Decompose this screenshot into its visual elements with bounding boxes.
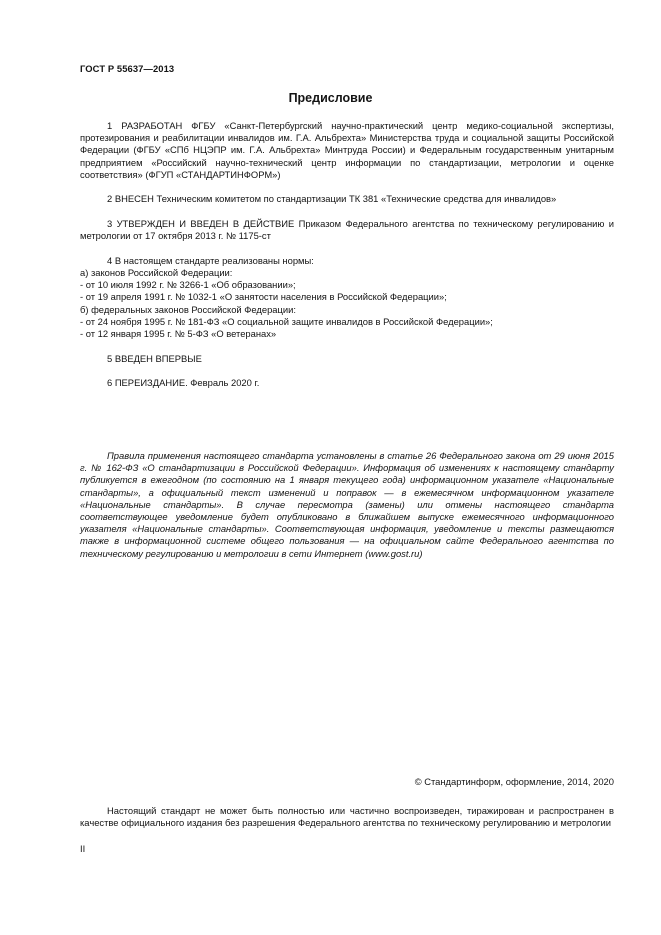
norms-line: 4 В настоящем стандарте реализованы нормы: [107, 254, 314, 266]
document-id-header: ГОСТ Р 55637—2013 [80, 63, 175, 74]
page-number: II [80, 843, 86, 854]
foreword-item-5: 5 ВВЕДЕН ВПЕРВЫЕ [107, 352, 202, 364]
section-title: Предисловие [288, 91, 373, 105]
norms-line: - от 12 января 1995 г. № 5-ФЗ «О ветеранах» [80, 328, 277, 340]
reproduction-rights-notice: Настоящий стандарт не может быть полностью или частично воспроизведен, тиражирован и распространен в качестве официального издания без разрешения Федерального агентства по техническому регулированию и метрологии [80, 805, 614, 829]
norms-line: а) законов Российской Федерации: [80, 267, 233, 278]
foreword-item-6: 6 ПЕРЕИЗДАНИЕ. Февраль 2020 г. [107, 377, 260, 389]
norms-line: - от 24 ноября 1995 г. № 181-ФЗ «О социальной защите инвалидов в Российской Федерации»; [80, 315, 493, 327]
norms-line: - от 19 апреля 1991 г. № 1032-1 «О занятости населения в Российской Федерации»; [80, 291, 447, 303]
standard-application-note: Правила применения настоящего стандарта установлены в статье 26 Федерального закона от 29 июня 2015 г. № 162-ФЗ «О стандартизации в Российской Федерации». Информация об изменениях к настоящему стандарту публикуется в ежегодном (по состоянию на 1 января текущего года) информационном указателе «Национальные стандарты», а официальный текст изменений и поправок — в ежемесячном информационном указателе «Национальные стандарты». В случае пересмотра (замены) или отмены настоящего стандарта соответствующее уведомление будет опубликовано в ближайшем выпуске ежемесячного информационного указателя «Национальные стандарты». Соответствующая информация, уведомление и тексты размещаются также в информационной системе общего пользования — на официальном сайте Федерального агентства по техническому регулированию и метрологии в сети Интернет (www.gost.ru) [80, 450, 614, 559]
foreword-content [80, 120, 614, 389]
copyright-line: © Стандартинформ, оформление, 2014, 2020 [414, 776, 614, 787]
norms-line: б) федеральных законов Российской Федерации: [80, 303, 296, 315]
foreword-item-1: 1 РАЗРАБОТАН ФГБУ «Санкт-Петербургский научно-практический центр медико-социальной экспертизы, протезирования и реабилитации инвалидов им. Г.А. Альбрехта» Министерства труда и социальной защиты Российской Федерации (ФГБУ «СПб НЦЭПР им. Г.А. Альбрехта» Минтруда России) и Федеральным государственным унитарным предприятием «Российский научно-технический центр информации по стандартизации, метрологии и оценке соответствия» (ФГУП «СТАНДАРТИНФОРМ») [80, 120, 614, 180]
foreword-item-3: 3 УТВЕРЖДЕН И ВВЕДЕН В ДЕЙСТВИЕ Приказом Федерального агентства по техническому регулированию и метрологии от 17 октября 2013 г. № 1175-ст [80, 218, 614, 242]
foreword-item-2: 2 ВНЕСЕН Техническим комитетом по стандартизации ТК 381 «Технические средства для инвалидов» [107, 193, 557, 205]
norms-line: - от 10 июля 1992 г. № 3266-1 «Об образовании»; [80, 279, 296, 291]
foreword-item-4 [80, 255, 614, 340]
